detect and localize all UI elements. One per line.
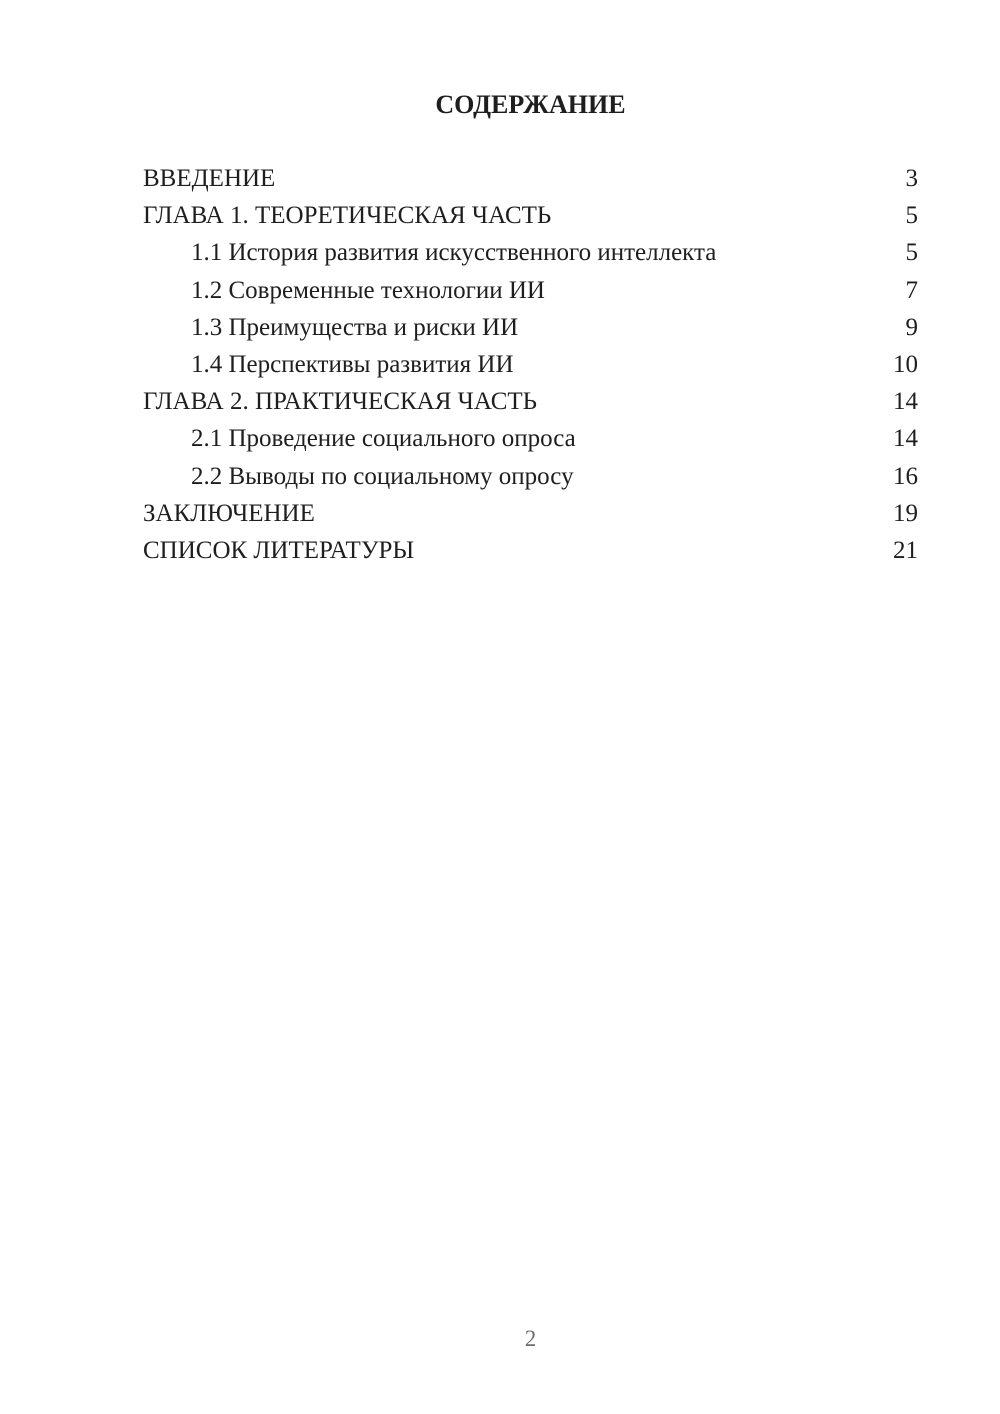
- toc-entry-page-number: 3: [905, 165, 918, 192]
- toc-entry: [143, 495, 918, 532]
- toc-entry: [143, 420, 918, 457]
- toc-entry-page-number: 14: [893, 388, 918, 416]
- toc-entry-label: СПИСОК ЛИТЕРАТУРЫ: [143, 537, 415, 565]
- toc-entry-label: 1.2 Современные технологии ИИ: [191, 276, 545, 304]
- toc-entry-label: ГЛАВА 1. ТЕОРЕТИЧЕСКАЯ ЧАСТЬ: [143, 202, 552, 230]
- toc-list: [143, 160, 918, 569]
- toc-entry-label: 1.3 Преимущества и риски ИИ: [191, 313, 519, 341]
- toc-entry-page-number: 19: [893, 499, 918, 527]
- toc-entry-page-number: 9: [905, 313, 918, 341]
- toc-entry: [143, 197, 918, 234]
- toc-entry: [143, 272, 918, 309]
- toc-entry-label: 1.1 История развития искусственного интеллекта: [191, 239, 717, 267]
- toc-entry: [143, 383, 918, 420]
- toc-entry-label: ЗАКЛЮЧЕНИЕ: [143, 499, 315, 527]
- toc-entry: [143, 458, 918, 495]
- toc-entry-page-number: 5: [905, 239, 918, 267]
- toc-entry: [143, 160, 918, 197]
- toc-entry-page-number: 7: [905, 276, 918, 304]
- toc-entry-label: ВВЕДЕНИЕ: [143, 165, 276, 192]
- page-title: СОДЕРЖАНИЕ: [435, 90, 626, 119]
- toc-entry-label: 2.1 Проведение социального опроса: [191, 425, 576, 453]
- toc-entry: [143, 309, 918, 346]
- page-content: [0, 0, 1000, 569]
- toc-entry: [143, 532, 918, 569]
- footer-page-number: 2: [524, 1326, 537, 1351]
- toc-entry-page-number: 16: [893, 462, 918, 490]
- toc-entry-label: 2.2 Выводы по социальному опросу: [191, 462, 574, 490]
- toc-entry-label: 1.4 Перспективы развития ИИ: [191, 351, 514, 379]
- toc-entry-page-number: 21: [893, 537, 918, 565]
- toc-entry-page-number: 14: [893, 425, 918, 453]
- toc-entry-page-number: 5: [905, 202, 918, 230]
- toc-entry-label: ГЛАВА 2. ПРАКТИЧЕСКАЯ ЧАСТЬ: [143, 388, 538, 416]
- toc-entry: [143, 346, 918, 383]
- toc-entry: [143, 234, 918, 271]
- toc-entry-page-number: 10: [893, 351, 918, 379]
